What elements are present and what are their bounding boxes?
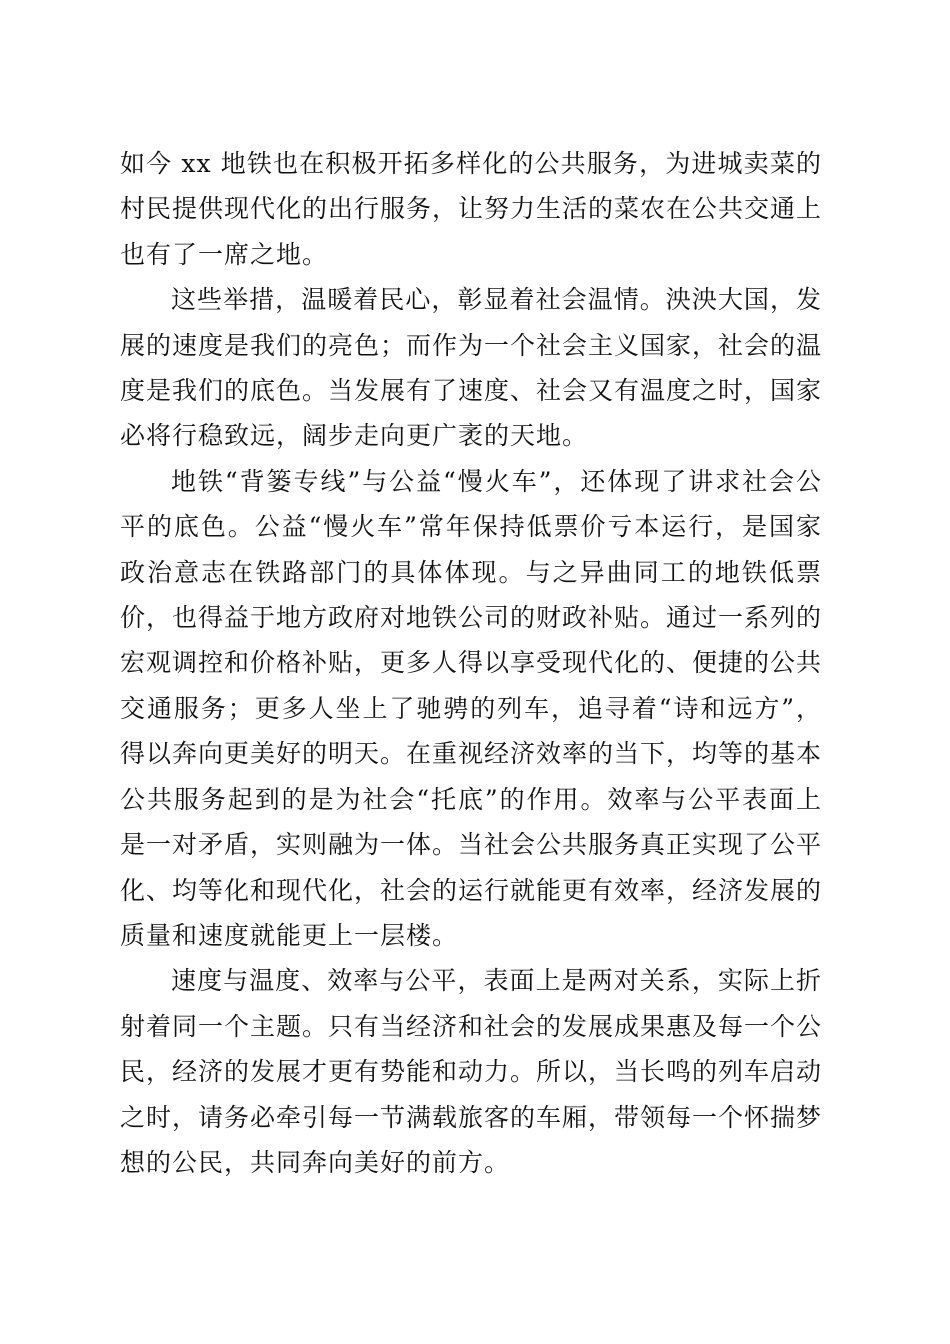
document-body xyxy=(120,141,822,1185)
paragraph-3: 地铁“背篓专线”与公益“慢火车”，还体现了讲求社会公平的底色。公益“慢火车”常年保持低票价亏本运行，是国家政治意志在铁路部门的具体体现。与之异曲同工的地铁低票价，也得益于地方政府对地铁公司的财政补贴。通过一系列的宏观调控和价格补贴，更多人得以享受现代化的、便捷的公共交通服务；更多人坐上了驰骋的列车，追寻着“诗和远方”，得以奔向更美好的明天。在重视经济效率的当下，均等的基本公共服务起到的是为社会“托底”的作用。效率与公平表面上是一对矛盾，实则融为一体。当社会公共服务真正实现了公平化、均等化和现代化，社会的运行就能更有效率，经济发展的质量和速度就能更上一层楼。 xyxy=(120,466,823,950)
paragraph-1: 如今 xx 地铁也在积极开拓多样化的公共服务，为进城卖菜的村民提供现代化的出行服务，让努力生活的菜农在公共交通上也有了一席之地。 xyxy=(120,149,823,269)
paragraph-4: 速度与温度、效率与公平，表面上是两对关系，实际上折射着同一个主题。只有当经济和社会的发展成果惠及每一个公民，经济的发展才更有势能和动力。所以，当长鸣的列车启动之时，请务必牵引每一节满载旅客的车厢，带领每一个怀揣梦想的公民，共同奔向美好的前方。 xyxy=(120,966,823,1177)
paragraph-2: 这些举措，温暖着民心，彰显着社会温情。泱泱大国，发展的速度是我们的亮色；而作为一个社会主义国家，社会的温度是我们的底色。当发展有了速度、社会又有温度之时，国家必将行稳致远，阔步走向更广袤的天地。 xyxy=(120,285,823,451)
